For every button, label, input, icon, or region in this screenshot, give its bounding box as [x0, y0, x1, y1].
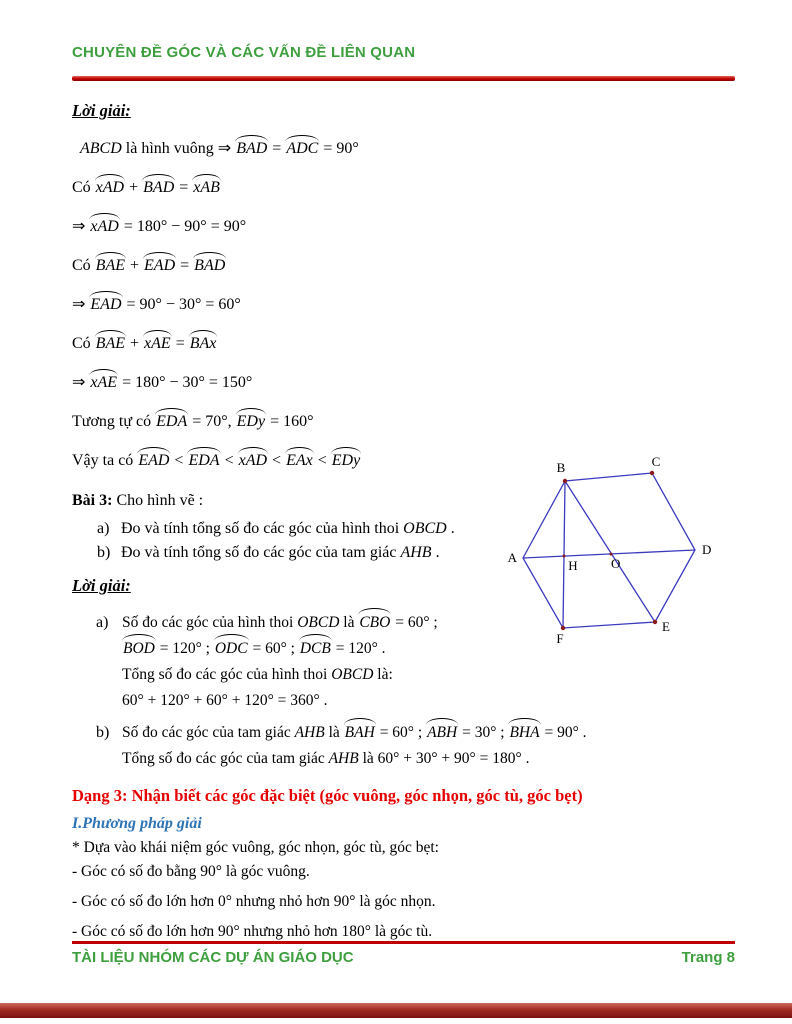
angle-arc: BHA: [508, 721, 540, 745]
angle-arc: BOD: [122, 637, 156, 661]
dot-H: [563, 555, 566, 558]
angle-arc: ABH: [426, 721, 458, 745]
method-heading: I.Phương pháp giải: [72, 815, 202, 832]
angle-arc: CBO: [358, 611, 391, 635]
math-line: Tương tự có EDA = 70°, EDy = 160°: [72, 411, 722, 433]
math-line: Số đo các góc của hình thoi OBCD là CBO = 60° ;: [122, 611, 722, 635]
header-title: CHUYÊN ĐỀ GÓC VÀ CÁC VẤN ĐỀ LIÊN QUAN: [72, 44, 416, 61]
math-variable: AHB: [328, 750, 359, 767]
footer-text: TÀI LIỆU NHÓM CÁC DỰ ÁN GIÁO DỤC: [72, 949, 354, 966]
vertex-label-D: D: [702, 542, 712, 557]
angle-arc: ADC: [285, 138, 319, 160]
figure-lines: [523, 473, 695, 628]
math-variable: OBCD: [331, 666, 374, 683]
method-line: * Dựa vào khái niệm góc vuông, góc nhọn, góc tù, góc bẹt:: [72, 839, 439, 856]
solution3-item-b-lines: [122, 721, 722, 773]
math-line: ⇒ xAE = 180° − 30° = 150°: [72, 372, 722, 394]
angle-arc: BAx: [189, 333, 218, 355]
method-line: - Góc có số đo lớn hơn 0° nhưng nhỏ hơn 90° là góc nhọn.: [72, 893, 436, 910]
item-text: Đo và tính tổng số đo các góc của tam giác AHB .: [121, 544, 440, 561]
angle-arc: xAB: [192, 177, 221, 199]
dot-B: [563, 479, 567, 483]
angle-arc: BAE: [95, 333, 126, 355]
angle-arc: EDy: [236, 411, 266, 433]
problem3-title: Cho hình vẽ :: [112, 492, 204, 509]
vertex-label-E: E: [662, 619, 670, 634]
angle-arc: EAD: [143, 255, 176, 277]
segment-AD: [523, 550, 695, 558]
angle-arc: BAD: [142, 177, 175, 199]
angle-arc: xAD: [238, 450, 268, 472]
math-line: BOD = 120° ; ODC = 60° ; DCB = 120° .: [122, 637, 722, 661]
math-line: Vậy ta có EAD < EDA < xAD < EAx < EDy: [72, 450, 722, 472]
item-marker: a): [97, 520, 110, 537]
angle-arc: xAE: [89, 372, 118, 394]
math-line: Tổng số đo các góc của tam giác AHB là 60° + 30° + 90° = 180° .: [122, 750, 530, 767]
item-marker: a): [96, 614, 109, 631]
vertex-label-C: C: [651, 454, 661, 469]
angle-arc: ODC: [214, 637, 249, 661]
math-variable: AHB: [400, 544, 432, 561]
item-marker: b): [97, 544, 111, 561]
dot-C: [650, 471, 654, 475]
angle-arc: EDA: [155, 411, 188, 433]
math-line: Tổng số đo các góc của hình thoi OBCD là:: [122, 666, 393, 683]
problem3-label: Bài 3:: [72, 492, 113, 509]
angle-arc: EAD: [89, 294, 122, 316]
vertex-label-B: B: [556, 460, 566, 475]
angle-arc: BAD: [193, 255, 226, 277]
math-variable: OBCD: [403, 520, 447, 537]
angle-arc: BAD: [235, 138, 268, 160]
angle-arc: EAx: [285, 450, 314, 472]
math-line: 60° + 120° + 60° + 120° = 360° .: [122, 692, 328, 709]
math-line: ⇒ xAD = 180° − 90° = 90°: [72, 216, 722, 238]
method-line: - Góc có số đo bằng 90° là góc vuông.: [72, 863, 310, 880]
angle-arc: EDA: [187, 450, 220, 472]
math-line: Số đo các góc của tam giác AHB là BAH = 60° ; ABH = 30° ; BHA = 90° .: [122, 721, 722, 745]
section-dang3-title: Dạng 3: Nhận biết các góc đặc biệt (góc vuông, góc nhọn, góc tù, góc bẹt): [72, 786, 583, 805]
math-line: Có BAE + xAE = BAx: [72, 333, 722, 355]
math-variable: OBCD: [297, 614, 340, 631]
angle-arc: DCB: [299, 637, 332, 661]
vertex-label-F: F: [556, 631, 564, 646]
angle-arc: BAH: [344, 721, 376, 745]
solution3-heading: Lời giải:: [72, 576, 131, 595]
method-line: - Góc có số đo lớn hơn 90° nhưng nhỏ hơn 180° là góc tù.: [72, 923, 433, 940]
hexagon-diagram-svg: [505, 452, 740, 667]
angle-arc: xAD: [95, 177, 125, 199]
dot-E: [653, 620, 657, 624]
math-line: Có BAE + EAD = BAD: [72, 255, 722, 277]
item-text: Đo và tính tổng số đo các góc của hình thoi OBCD .: [121, 520, 455, 537]
angle-arc: EDy: [331, 450, 361, 472]
angle-arc: EAD: [137, 450, 170, 472]
angle-arc: xAD: [89, 216, 119, 238]
point-label-H: H: [568, 558, 578, 573]
math-line: ⇒ EAD = 90° − 30° = 60°: [72, 294, 722, 316]
page-number: Trang 8: [681, 949, 735, 966]
point-label-O: O: [611, 556, 621, 571]
vertex-label-A: A: [507, 550, 517, 565]
bottom-bar: [0, 1003, 792, 1018]
solution1-heading: Lời giải:: [72, 101, 131, 120]
angle-arc: xAE: [143, 333, 172, 355]
item-marker: b): [96, 724, 110, 741]
solution3-item-b: [72, 721, 722, 773]
angle-arc: BAE: [95, 255, 126, 277]
geometry-figure: [505, 452, 740, 667]
header-rule: [72, 76, 735, 81]
math-line: Có xAD + BAD = xAB: [72, 177, 722, 199]
footer-rule: [72, 941, 735, 944]
math-variable: AHB: [294, 724, 325, 741]
dot-F: [561, 626, 565, 630]
math-line: ABCD là hình vuông ⇒ BAD = ADC = 90°: [72, 138, 722, 160]
segment-BE: [565, 481, 655, 622]
math-variable: ABCD: [80, 140, 122, 157]
